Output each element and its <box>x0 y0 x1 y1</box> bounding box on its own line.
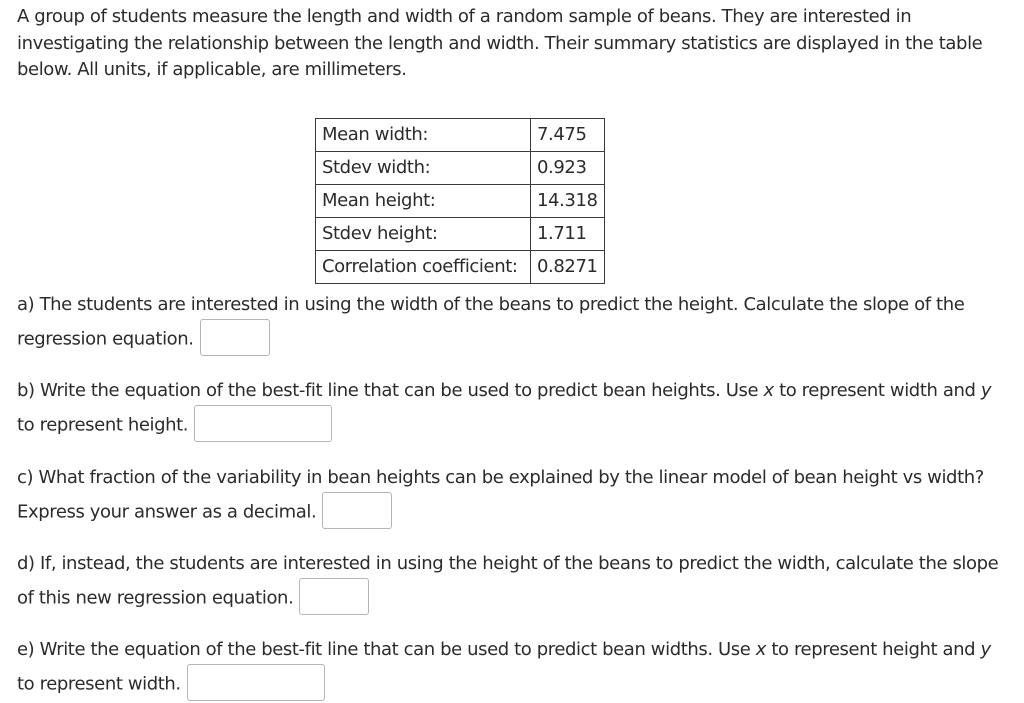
answer-e-input[interactable] <box>187 664 325 701</box>
question-e-text-mid: to represent height and <box>766 639 981 660</box>
question-d-text: d) If, instead, the students are interested in using the height of the beans to predict the width, calculate the slope of this new regression equation. <box>17 553 999 609</box>
stat-value: 14.318 <box>531 185 605 218</box>
summary-statistics-table <box>315 118 605 284</box>
table-row <box>316 152 605 185</box>
question-b-text-end: to represent height. <box>17 414 189 436</box>
variable-x: x <box>763 380 774 401</box>
question-c-text: c) What fraction of the variability in bean heights can be explained by the linear model of bean height vs width? Express your answer as a decimal. <box>17 467 984 523</box>
stat-value: 1.711 <box>531 218 605 251</box>
answer-d-input[interactable] <box>299 578 369 615</box>
question-b-text-start: b) Write the equation of the best-fit line that can be used to predict bean heights. Use <box>17 380 764 401</box>
stat-label: Correlation coefficient: <box>316 251 531 284</box>
question-b <box>17 375 1007 444</box>
answer-c-input[interactable] <box>322 492 392 529</box>
variable-y: y <box>980 380 992 401</box>
question-e-text-start: e) Write the equation of the best-fit line that can be used to predict bean widths. Use <box>17 639 756 660</box>
question-c <box>17 462 1007 531</box>
stat-label: Mean height: <box>316 185 531 218</box>
answer-a-input[interactable] <box>200 319 270 356</box>
table-row <box>316 218 605 251</box>
question-b-text-mid: to represent width and <box>773 380 981 401</box>
question-e <box>17 634 1007 703</box>
answer-b-input[interactable] <box>194 405 332 442</box>
stat-label: Mean width: <box>316 119 531 152</box>
stat-value: 0.923 <box>531 152 605 185</box>
table-row <box>316 119 605 152</box>
stat-value: 0.8271 <box>531 251 605 284</box>
variable-y: y <box>980 639 991 660</box>
table-row <box>316 251 605 284</box>
question-a-text: a) The students are interested in using the width of the beans to predict the height. Calculate the slope of the regression equation. <box>17 294 965 350</box>
variable-x: x <box>755 639 767 660</box>
stat-label: Stdev width: <box>316 152 531 185</box>
stat-value: 7.475 <box>531 119 605 152</box>
question-a <box>17 289 1007 358</box>
table-row <box>316 185 605 218</box>
stat-label: Stdev height: <box>316 218 531 251</box>
question-d <box>17 548 1007 617</box>
intro-paragraph: A group of students measure the length and width of a random sample of beans. They are interested in investigating the relationship between the length and width. Their summary statistics are displayed in the table below. All units, if applicable, are millimeters. <box>17 6 983 80</box>
question-e-text-end: to represent width. <box>17 673 181 695</box>
